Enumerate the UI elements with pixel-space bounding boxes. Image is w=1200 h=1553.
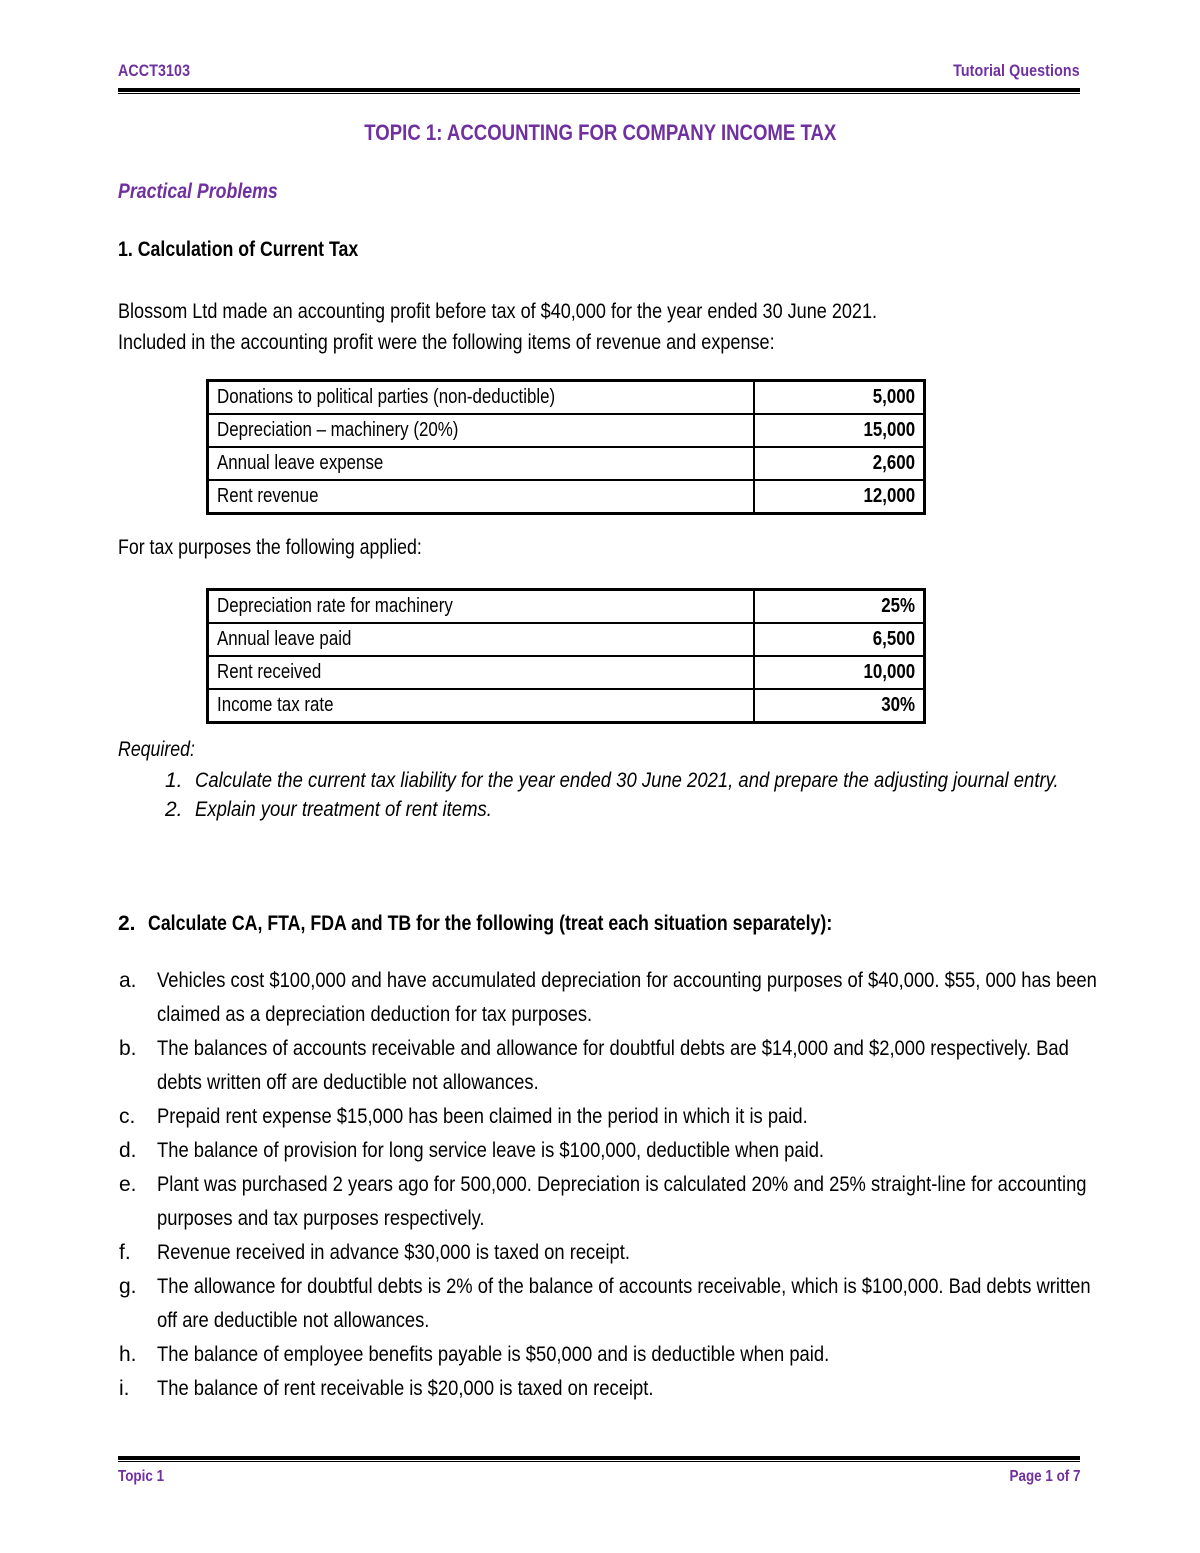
list-item-text: Revenue received in advance $30,000 is taxed on receipt. [157,1241,630,1264]
table-cell-item: Annual leave expense [208,447,755,480]
question-2-heading-text: Calculate CA, FTA, FDA and TB for the following (treat each situation separately): [148,912,833,935]
header-document-type: Tutorial Questions [953,61,1080,80]
list-item [118,1032,1098,1100]
table-cell-amount: 5,000 [754,381,925,415]
list-item-letter: b. [119,1037,137,1060]
table-cell-amount: 10,000 [754,656,925,689]
table-row [208,480,925,514]
header-rule [118,88,1080,94]
list-item [118,1372,1098,1406]
table-cell-item: Rent revenue [208,480,755,514]
table-row [208,590,925,624]
table-row [208,381,925,415]
table-cell-item: Donations to political parties (non-deductible) [208,381,755,415]
list-item-letter: g. [119,1275,137,1298]
intro-line-2: Included in the accounting profit were the following items of revenue and expense: [118,331,775,354]
table-cell-item: Depreciation rate for machinery [208,590,755,624]
required-item-text: Calculate the current tax liability for the year ended 30 June 2021, and prepare the adjusting journal entry. [195,769,1059,792]
list-item-letter: c. [119,1105,136,1128]
list-item [118,1270,1098,1338]
footer-rule [118,1456,1080,1462]
document-header [118,62,1080,81]
question-2-heading [118,912,958,936]
list-item [118,1100,1098,1134]
list-item-text: Prepaid rent expense $15,000 has been claimed in the period in which it is paid. [157,1105,808,1128]
page-title: TOPIC 1: ACCOUNTING FOR COMPANY INCOME TAX [363,120,836,145]
table-cell-item: Depreciation – machinery (20%) [208,414,755,447]
list-item-text: The balances of accounts receivable and allowance for doubtful debts are $14,000 and $2,000 respectively. Bad debts written off are deductible not allowances. [157,1037,1069,1094]
required-label: Required: [118,738,195,761]
list-item-text: The balance of provision for long service leave is $100,000, deductible when paid. [157,1139,825,1162]
list-item [118,964,1098,1032]
required-item-number: 1. [165,769,183,792]
table-cell-amount: 30% [754,689,925,723]
tax-treatment-table [206,588,926,724]
question-2-number: 2. [118,912,136,935]
table-row [208,447,925,480]
footer-page-number: Page 1 of 7 [1009,1468,1080,1485]
list-item-letter: i. [119,1377,130,1400]
question-2-list [118,964,1098,1406]
required-item-number: 2. [165,798,183,821]
list-item-letter: e. [119,1173,137,1196]
required-item-text: Explain your treatment of rent items. [195,798,492,821]
table-row [208,414,925,447]
list-item-letter: d. [119,1139,137,1162]
table-cell-amount: 25% [754,590,925,624]
tax-purposes-intro: For tax purposes the following applied: [118,536,422,559]
table-cell-amount: 15,000 [754,414,925,447]
list-item-letter: h. [119,1343,137,1366]
question-1-heading: 1. Calculation of Current Tax [118,238,359,261]
required-list [118,766,1098,824]
table-cell-amount: 12,000 [754,480,925,514]
list-item-text: Plant was purchased 2 years ago for 500,000. Depreciation is calculated 20% and 25% straight-line for accounting purposes and tax purposes respectively. [157,1173,1087,1230]
list-item-letter: f. [119,1241,131,1264]
list-item-text: The balance of rent receivable is $20,000 is taxed on receipt. [157,1377,654,1400]
footer-topic-label: Topic 1 [118,1468,165,1485]
list-item [118,1168,1098,1236]
table-cell-amount: 6,500 [754,623,925,656]
required-list-item [118,795,1098,824]
table-cell-item: Income tax rate [208,689,755,723]
list-item [118,1134,1098,1168]
list-item-text: Vehicles cost $100,000 and have accumulated depreciation for accounting purposes of $40,000. $55, 000 has been claimed as a depreciation deduction for tax purposes. [157,969,1097,1026]
list-item-letter: a. [119,969,137,992]
table-row [208,689,925,723]
list-item-text: The allowance for doubtful debts is 2% of the balance of accounts receivable, which is $100,000. Bad debts written off are deductible not allowances. [157,1275,1091,1332]
header-course-code: ACCT3103 [118,61,191,80]
accounting-profit-items-table [206,379,926,515]
list-item [118,1236,1098,1270]
section-subheading: Practical Problems [118,180,278,203]
table-cell-item: Annual leave paid [208,623,755,656]
table-row [208,656,925,689]
question-1-intro [118,296,1082,358]
intro-line-1: Blossom Ltd made an accounting profit before tax of $40,000 for the year ended 30 June 2021. [118,300,878,323]
table-row [208,623,925,656]
table-cell-amount: 2,600 [754,447,925,480]
required-list-item [118,766,1098,795]
list-item [118,1338,1098,1372]
table-cell-item: Rent received [208,656,755,689]
document-footer [118,1468,1080,1486]
list-item-text: The balance of employee benefits payable is $50,000 and is deductible when paid. [157,1343,830,1366]
